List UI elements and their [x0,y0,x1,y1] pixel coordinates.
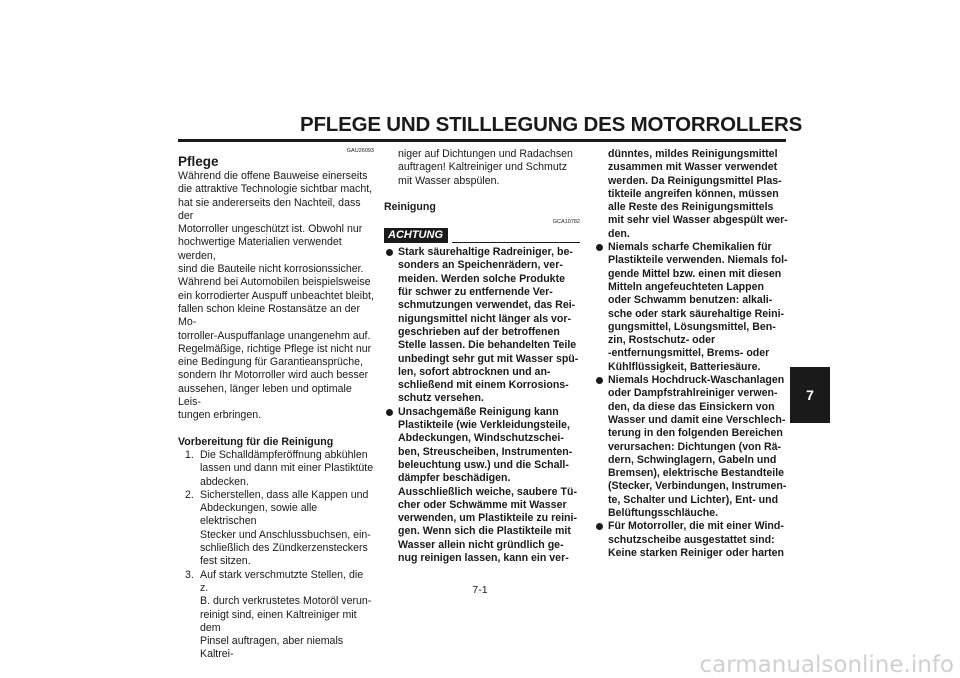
text-line: abdecken. [200,475,249,488]
text-line: Mitteln angefeuchteten Lappen [608,280,764,293]
text-line: Sicherstellen, dass alle Kappen und [200,488,369,501]
bullet-icon [594,520,608,560]
header-rule [178,139,786,142]
page-number: 7-1 [472,584,488,596]
section-title: Pflege [178,154,219,169]
text-line: schutz versehen. [398,392,484,405]
text-line: Die Schalldämpferöffnung abkühlen [200,448,368,461]
bullet-text [608,374,790,520]
text-line: verwenden, um Plastikteile zu reini- [398,512,577,525]
chapter-tab[interactable]: 7 [790,367,830,423]
list-item [384,406,580,566]
text-line: Abdeckungen, sowie alle elektrischen [200,502,318,528]
text-line: cher oder Schwämme mit Wasser [398,498,567,511]
text-line: aussehen, länger leben und optimale Leis- [178,382,352,409]
text-line: hochwertige Materialien verwendet werden, [178,236,342,262]
step-text [200,449,374,489]
list-item [178,569,374,662]
text-line: Abdeckungen, Windschutzschei- [398,432,564,445]
column-3 [594,148,790,560]
text-line: für schwer zu entfernende Ver- [398,286,553,299]
text-line: schließend mit einem Korrosions- [398,379,569,392]
page-header-title: PFLEGE UND STILLLEGUNG DES MOTORROLLERS [300,113,803,136]
cleaning-heading: Reinigung [384,200,436,213]
text-line: dämpfer beschädigen. [398,472,511,485]
bullet-icon [594,374,608,520]
step-number: 1. [185,448,194,461]
list-item [178,449,374,489]
section-code: GAU26093 [346,148,374,154]
text-line: die attraktive Technologie sichtbar macht, [178,183,373,196]
bullet-continuation [594,148,790,241]
text-line: B. durch verkrustetes Motoröl verun- [200,595,372,608]
text-line: nigungsmittel nicht länger als vor- [398,312,572,325]
text-line: sche oder stark säurehaltige Reini- [608,307,785,320]
text-line: Niemals scharfe Chemikalien für [608,241,772,254]
text-line: fallen schon kleine Rostansätze an der Mo- [178,302,360,329]
text-line: zusammen mit Wasser verwendet [608,161,778,174]
watermark-text: carmanualsonline.info [699,652,954,678]
text-line: lassen und dann mit einer Plastiktüte [200,462,374,475]
bullet-text [398,246,580,406]
text-line: werden. Da Reinigungsmittel Plas- [608,174,782,187]
text-line: gende Mittel bzw. einen mit diesen [608,267,782,280]
text-line: Stelle lassen. Die behandelten Teile [398,339,577,352]
text-line: ein korrodierter Auspuff unbeachtet bleibt, [178,289,374,302]
text-line: dünntes, mildes Reinigungsmittel [608,148,778,160]
text-line: oder Schwamm benutzen: alkali- [608,294,773,307]
column-1 [178,148,374,662]
bullet-icon [594,241,608,374]
text-line: schmutzungen verwendet, das Rei- [398,299,576,312]
notice-code: GCA10782 [552,219,580,226]
text-line: tikteile angreifen können, müssen [608,187,779,200]
list-item [594,374,790,520]
text-line: sondern Ihr Motorroller wird auch besser [178,369,369,382]
intro-paragraph [178,170,374,423]
text-line: (Stecker, Verbindungen, Instrumen- [608,480,787,493]
bullet-icon [384,246,398,406]
text-line: sonders an Speichenrädern, ver- [398,259,563,272]
text-line: geschrieben auf der betroffenen [398,325,560,338]
text-line: gen. Wenn sich die Plastikteile mit [398,525,571,538]
column-2 [384,148,580,565]
text-line: Während die offene Bauweise einerseits [178,170,368,182]
text-line: Plastikteile (wie Verkleidungsteile, [398,419,570,432]
bullet-text [608,520,790,560]
text-line: alle Reste des Reinigungsmittels [608,201,774,214]
bullet-text [608,241,790,374]
notice-badge: ACHTUNG [384,228,448,243]
text-line: Bremsen), elektrische Bestandteile [608,467,785,480]
step-3-continuation [384,148,580,188]
text-line: tungen erbringen. [178,409,262,422]
text-line: reinigt sind, einen Kaltreiniger mit dem [200,608,357,634]
text-line: terung in den folgenden Bereichen [608,427,783,440]
text-line: verursachen: Dichtungen (von Rä- [608,440,782,453]
text-line: zin, Rostschutz- oder [608,334,716,347]
text-line: Unsachgemäße Reinigung kann [398,405,559,418]
text-line: len, sofort abtrocknen und an- [398,365,551,378]
text-line: Stecker und Anschlussbuchsen, ein- [200,528,371,541]
list-item [594,520,790,560]
notice-bullets [384,246,580,565]
prep-steps [178,449,374,662]
text-line: gungsmittel, Lösungsmittel, Ben- [608,320,776,333]
text-line: ben, Streuscheiben, Instrumenten- [398,445,573,458]
text-line: Belüftungsschläuche. [608,507,719,520]
bullet-icon [384,406,398,566]
text-line: fest sitzen. [200,555,251,568]
text-line: Regelmäßige, richtige Pflege ist nicht nur [178,342,372,355]
text-line: mit Wasser abspülen. [398,174,500,187]
notice-rule [452,242,580,243]
text-line: meiden. Werden solche Produkte [398,272,565,285]
text-line: Stark säurehaltige Radreiniger, be- [398,246,573,259]
prep-heading: Vorbereitung für die Reinigung [178,435,334,448]
text-line: Kühlflüssigkeit, Batteriesäure. [608,360,761,373]
text-line: Wasser und damit eine Verschlech- [608,413,786,426]
text-line: Ausschließlich weiche, saubere Tü- [398,485,577,498]
text-line: mit sehr viel Wasser abgespült wer- [608,214,788,227]
text-line: schutzscheibe ausgestattet sind: [608,533,775,546]
step-text [200,569,374,662]
notice-bullets-continued [594,241,790,560]
step-number: 3. [185,568,194,581]
bullet-text [398,406,580,566]
text-line: oder Dampfstrahlreiniger verwen- [608,387,778,400]
text-line: eine Bedingung für Garantieansprüche, [178,356,363,369]
text-line: auftragen! Kaltreiniger und Schmutz [398,161,568,174]
text-line: te, Schalter und Lichter), Ent- und [608,493,779,506]
text-line: -entfernungsmittel, Brems- oder [608,347,770,360]
text-line: den, da diese das Einsickern von [608,400,775,413]
list-item [594,241,790,374]
list-item [178,489,374,569]
text-line: schließlich des Zündkerzensteckers [200,542,368,555]
text-line: torroller-Auspuffanlage unangenehm auf. [178,329,371,342]
text-line: hat sie andererseits den Nachteil, dass der [178,196,361,222]
text-line: niger auf Dichtungen und Radachsen [398,148,573,160]
text-line: Wasser allein nicht gründlich ge- [398,538,564,551]
text-line: dern, Schwinglagern, Gabeln und [608,453,777,466]
text-line: den. [608,227,630,240]
text-line: Während bei Automobilen beispielsweise [178,276,371,289]
text-line: Motorroller ungeschützt ist. Obwohl nur [178,223,363,236]
step-text [200,489,374,569]
text-line: nug reinigen lassen, kann ein ver- [398,552,569,565]
text-line: sind die Bauteile nicht korrosionssicher. [178,263,364,276]
text-line: Für Motorroller, die mit einer Wind- [608,520,784,533]
notice-header [384,227,580,243]
text-line: Pinsel auftragen, aber niemals Kaltrei- [200,635,344,661]
step-number: 2. [185,488,194,501]
text-line: Auf stark verschmutzte Stellen, die z. [200,568,364,594]
text-line: beleuchtung usw.) und die Schall- [398,458,569,471]
list-item [384,246,580,406]
text-line: Niemals Hochdruck-Waschanlagen [608,374,785,387]
text-line: unbedingt sehr gut mit Wasser spü- [398,352,579,365]
text-line: Plastikteile verwenden. Niemals fol- [608,254,788,267]
text-line: Keine starken Reiniger oder harten [608,546,785,559]
